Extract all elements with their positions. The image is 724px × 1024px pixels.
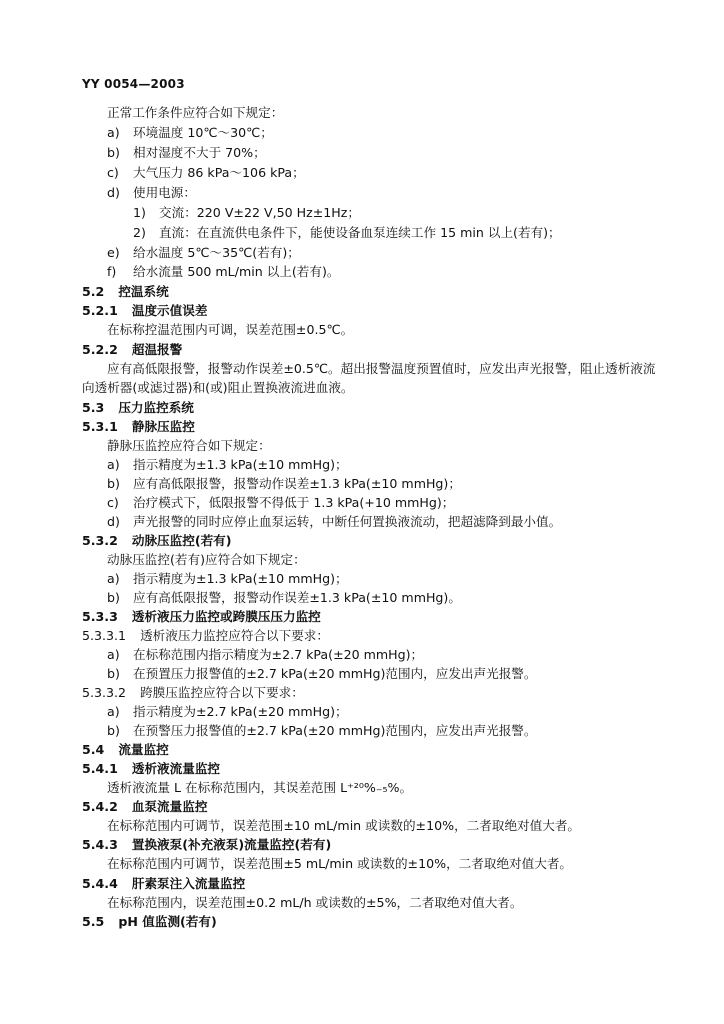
list-item-text: 指示精度为±1.3 kPa(±10 mmHg)； — [133, 571, 348, 586]
section-heading — [82, 837, 331, 853]
section-number: 5.5 — [82, 914, 105, 929]
paragraph-line: 静脉压监控应符合如下规定： — [107, 438, 271, 453]
list-item-label: b) — [107, 476, 120, 491]
list-item-text: 应有高低限报警，报警动作误差±1.3 kPa(±10 mmHg)。 — [133, 590, 461, 605]
section-title: 置换液泵(补充液泵)流量监控(若有) — [131, 837, 332, 852]
section-title: 流量监控 — [118, 742, 169, 757]
section-number: 5.3.3.1 — [82, 628, 127, 643]
paragraph-line: 在标称控温范围内可调，误差范围±0.5℃。 — [107, 322, 354, 337]
list-item-text: 指示精度为±1.3 kPa(±10 mmHg)； — [133, 457, 348, 472]
section-title: 压力监控系统 — [118, 400, 194, 415]
list-item-text: 在预警压力报警值的±2.7 kPa(±20 mmHg)范围内，应发出声光报警。 — [133, 723, 537, 738]
list-item-text: 相对湿度不大于 70%； — [133, 145, 266, 160]
list-item — [133, 205, 360, 221]
section-title: 肝素泵注入流量监控 — [131, 876, 246, 891]
list-item — [107, 495, 454, 511]
section-title: 动脉压监控(若有) — [131, 533, 232, 548]
list-item-text: 给水温度 5℃～35℃(若有)； — [133, 245, 300, 260]
section-title: 静脉压监控 — [131, 419, 195, 434]
subsection-heading — [82, 685, 304, 701]
list-item — [107, 145, 266, 161]
section-number: 5.2.1 — [82, 303, 118, 318]
section-number: 5.2 — [82, 284, 105, 299]
paragraph-line: 在标称范围内可调节，误差范围±10 mL/min 或读数的±10%，二者取绝对值大者。 — [107, 818, 581, 833]
list-item-label: e) — [107, 245, 120, 260]
list-item — [107, 264, 340, 280]
section-heading — [82, 533, 232, 549]
list-item-label: a) — [107, 647, 120, 662]
list-item-label: b) — [107, 590, 120, 605]
section-heading — [82, 284, 169, 300]
list-item — [107, 704, 348, 720]
section-title: 血泵流量监控 — [131, 799, 208, 814]
section-title: 透析液压力监控应符合以下要求： — [140, 628, 329, 643]
paragraph-line: 向透析器(或滤过器)和(或)阻止置换液流进血液。 — [82, 380, 354, 395]
section-number: 5.4.2 — [82, 799, 118, 814]
section-title: 跨膜压监控应符合以下要求： — [140, 685, 304, 700]
section-title: 超温报警 — [131, 342, 183, 357]
section-number: 5.3.1 — [82, 419, 118, 434]
list-item-label: b) — [107, 145, 120, 160]
section-heading — [82, 400, 194, 416]
section-number: 5.4.4 — [82, 876, 118, 891]
section-number: 5.3.3 — [82, 609, 118, 624]
section-heading — [82, 342, 182, 358]
section-number: 5.3.3.2 — [82, 685, 127, 700]
list-item-text: 使用电源： — [133, 185, 196, 200]
paragraph-line: 动脉压监控(若有)应符合如下规定： — [107, 552, 306, 567]
section-heading — [82, 761, 220, 777]
section-heading — [82, 609, 321, 625]
list-item — [107, 723, 537, 739]
section-heading — [82, 799, 207, 815]
list-item-label: d) — [107, 185, 120, 200]
section-number: 5.4.3 — [82, 837, 118, 852]
list-item-label: a) — [107, 704, 120, 719]
list-item-text: 指示精度为±2.7 kPa(±20 mmHg)； — [133, 704, 348, 719]
list-item-label: b) — [107, 723, 120, 738]
paragraph-line: 应有高低限报警，报警动作误差±0.5℃。超出报警温度预置值时，应发出声光报警，阻止透析液流 — [107, 361, 656, 376]
list-item-label: a) — [107, 125, 120, 140]
section-number: 5.4.1 — [82, 761, 118, 776]
list-item — [107, 185, 196, 201]
section-title: pH 值监测(若有) — [118, 914, 217, 929]
list-item-label: d) — [107, 514, 120, 529]
section-number: 5.3 — [82, 400, 105, 415]
list-item-text: 应有高低限报警，报警动作误差±1.3 kPa(±10 mmHg)； — [133, 476, 461, 491]
list-item-text: 环境温度 10℃～30℃； — [133, 125, 273, 140]
section-number: 5.3.2 — [82, 533, 118, 548]
list-item-text: 在标称范围内指示精度为±2.7 kPa(±20 mmHg)； — [133, 647, 424, 662]
list-item-text: 在预置压力报警值的±2.7 kPa(±20 mmHg)范围内，应发出声光报警。 — [133, 666, 537, 681]
subsection-heading — [82, 628, 329, 644]
list-item — [107, 476, 461, 492]
section-heading — [82, 303, 207, 319]
list-item — [107, 165, 305, 181]
section-heading — [82, 419, 195, 435]
list-item-text: 治疗模式下，低限报警不得低于 1.3 kPa(+10 mmHg)； — [133, 495, 455, 510]
list-item-label: a) — [107, 571, 120, 586]
standard-code-header: YY 0054—2003 — [82, 77, 185, 91]
list-item-text: 声光报警的同时应停止血泵运转，中断任何置换液流动，把超滤降到最小值。 — [133, 514, 562, 529]
list-item-text: 给水流量 500 mL/min 以上(若有)。 — [133, 264, 340, 279]
list-item — [107, 590, 461, 606]
section-title: 透析液流量监控 — [131, 761, 221, 776]
list-item-label: a) — [107, 457, 120, 472]
list-item — [107, 125, 273, 141]
section-title: 透析液压力监控或跨膜压压力监控 — [131, 609, 321, 624]
section-heading — [82, 742, 169, 758]
list-item-label: b) — [107, 666, 120, 681]
list-item — [107, 514, 561, 530]
section-title: 温度示值误差 — [131, 303, 208, 318]
list-item-text: 大气压力 86 kPa～106 kPa； — [133, 165, 305, 180]
list-item-label: 2) — [133, 225, 146, 240]
list-item-text: 直流：在直流供电条件下，能使设备血泵连续工作 15 min 以上(若有)； — [159, 225, 561, 240]
list-item-label: 1) — [133, 205, 146, 220]
list-item-label: f) — [107, 264, 117, 279]
section-number: 5.4 — [82, 742, 105, 757]
list-item — [107, 457, 348, 473]
list-item — [107, 571, 348, 587]
list-item — [133, 225, 561, 241]
list-item — [107, 245, 300, 261]
paragraph-line: 正常工作条件应符合如下规定： — [107, 105, 284, 120]
list-item — [107, 666, 537, 682]
list-item — [107, 647, 423, 663]
list-item-text: 交流：220 V±22 V,50 Hz±1Hz； — [159, 205, 360, 220]
section-heading — [82, 876, 245, 892]
section-title: 控温系统 — [118, 284, 169, 299]
paragraph-line: 透析液流量 L 在标称范围内，其误差范围 L⁺²⁰%₋₅%。 — [107, 780, 413, 795]
list-item-label: c) — [107, 165, 119, 180]
section-heading — [82, 914, 217, 930]
paragraph-line: 在标称范围内，误差范围±0.2 mL/h 或读数的±5%，二者取绝对值大者。 — [107, 895, 523, 910]
section-number: 5.2.2 — [82, 342, 118, 357]
paragraph-line: 在标称范围内可调节，误差范围±5 mL/min 或读数的±10%，二者取绝对值大者。 — [107, 856, 573, 871]
list-item-label: c) — [107, 495, 119, 510]
